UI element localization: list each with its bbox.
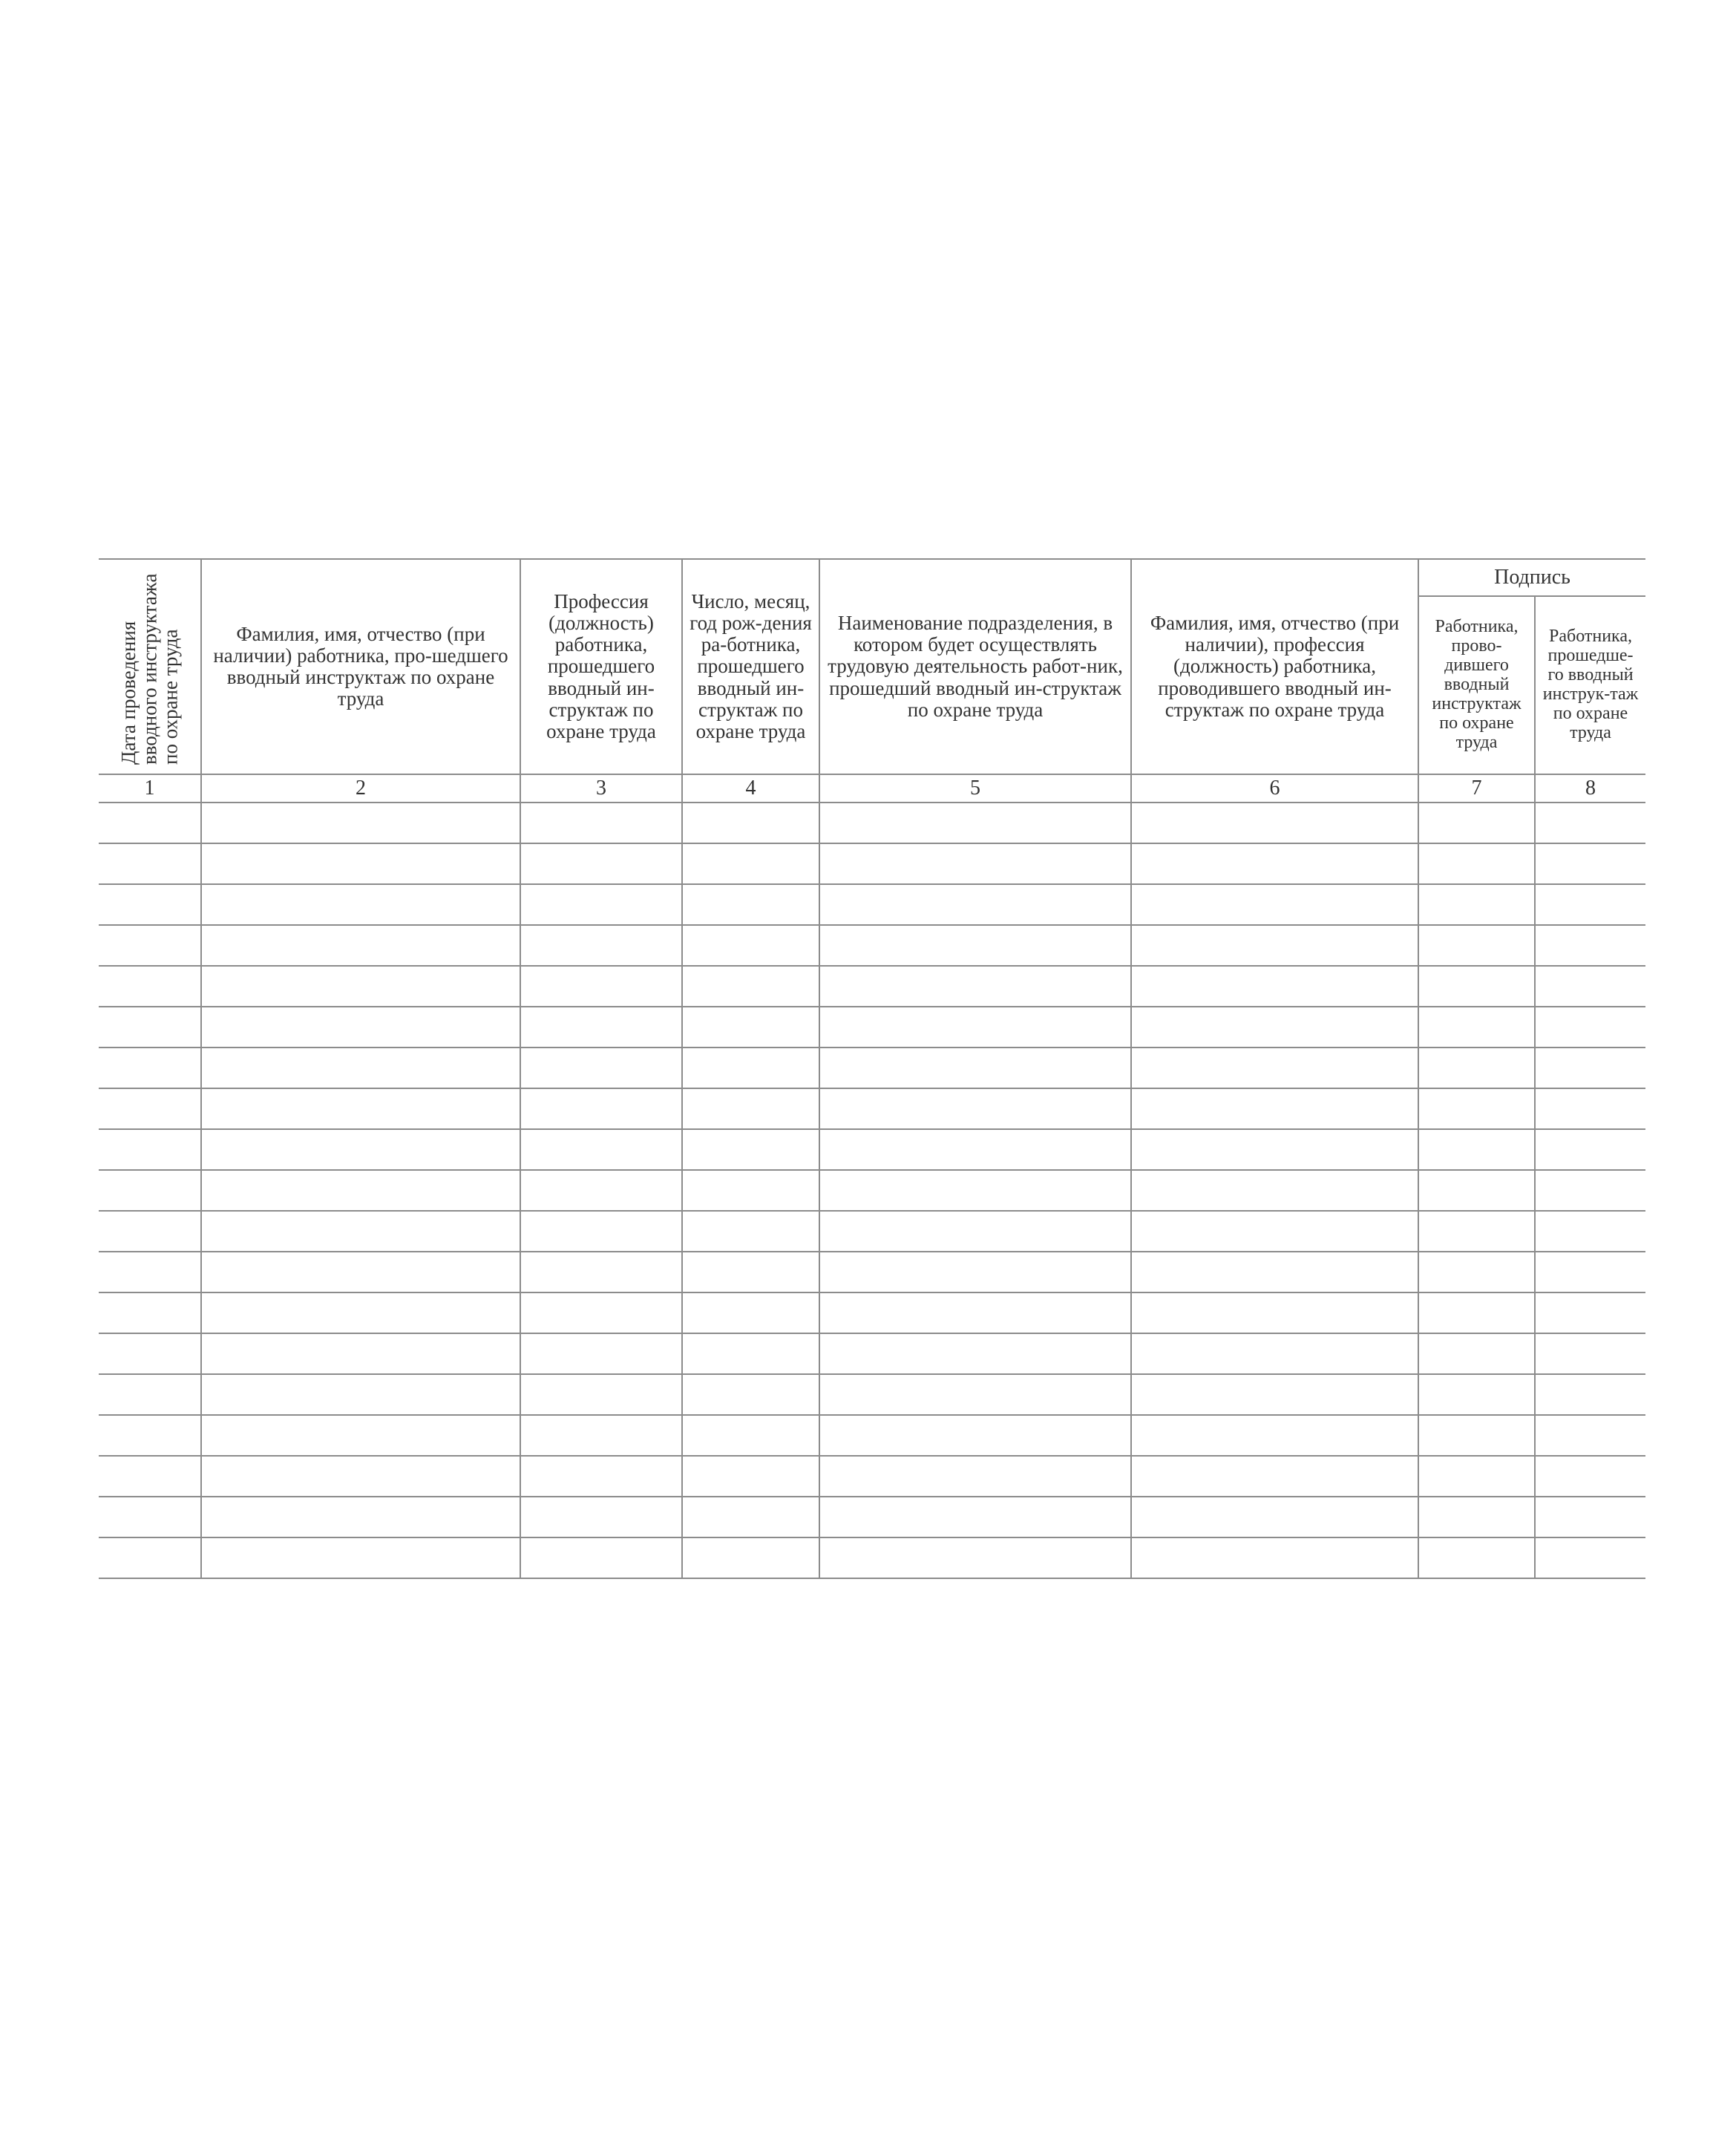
entry-cell[interactable]: [819, 1292, 1131, 1333]
entry-cell[interactable]: [682, 1211, 819, 1252]
entry-cell[interactable]: [1131, 1333, 1418, 1374]
entry-cell[interactable]: [1131, 884, 1418, 925]
column-number: 8: [1535, 774, 1645, 803]
entry-cell[interactable]: [99, 925, 201, 966]
entry-cell[interactable]: [520, 1048, 682, 1088]
column-number: 2: [201, 774, 520, 803]
entry-cell[interactable]: [520, 1129, 682, 1170]
entry-cell[interactable]: [1131, 1048, 1418, 1088]
entry-cell[interactable]: [819, 884, 1131, 925]
header-trainee-name: Фамилия, имя, отчество (при наличии) работника, про-шедшего вводный инструктаж по охране труда: [201, 559, 520, 774]
entry-cell[interactable]: [520, 1211, 682, 1252]
entry-row: [99, 1292, 1645, 1333]
entry-cell[interactable]: [1131, 1252, 1418, 1292]
entry-cell[interactable]: [1131, 1497, 1418, 1537]
entry-cell[interactable]: [682, 1374, 819, 1415]
entry-cell[interactable]: [520, 884, 682, 925]
entry-cell[interactable]: [682, 1292, 819, 1333]
entry-cell[interactable]: [1418, 1088, 1535, 1129]
entry-cell[interactable]: [1131, 843, 1418, 884]
entry-cell[interactable]: [201, 843, 520, 884]
entry-cell[interactable]: [99, 1088, 201, 1129]
entry-cell[interactable]: [201, 1374, 520, 1415]
entry-cell[interactable]: [99, 1415, 201, 1456]
entry-cell[interactable]: [1418, 1537, 1535, 1578]
entry-cell[interactable]: [99, 1374, 201, 1415]
entry-cell[interactable]: [1535, 1007, 1645, 1048]
entry-cell[interactable]: [1131, 1537, 1418, 1578]
entry-cell[interactable]: [99, 1456, 201, 1497]
entry-cell[interactable]: [819, 1497, 1131, 1537]
entry-cell[interactable]: [520, 1456, 682, 1497]
entry-cell[interactable]: [201, 1211, 520, 1252]
header-signature-group: Подпись: [1418, 559, 1645, 596]
entry-cell[interactable]: [1418, 1333, 1535, 1374]
entry-cell[interactable]: [1418, 1170, 1535, 1211]
entry-cell[interactable]: [819, 1537, 1131, 1578]
entry-cell[interactable]: [682, 843, 819, 884]
entry-cell[interactable]: [1418, 1374, 1535, 1415]
entry-row: [99, 1456, 1645, 1497]
entry-cell[interactable]: [520, 1374, 682, 1415]
entry-cell[interactable]: [520, 803, 682, 843]
entry-cell[interactable]: [1131, 1007, 1418, 1048]
entry-cell[interactable]: [819, 1129, 1131, 1170]
entry-cell[interactable]: [1131, 1211, 1418, 1252]
column-number: 7: [1418, 774, 1535, 803]
entry-row: [99, 1415, 1645, 1456]
entry-cell[interactable]: [201, 1170, 520, 1211]
entry-row: [99, 1129, 1645, 1170]
entry-cell[interactable]: [99, 1252, 201, 1292]
entry-cell[interactable]: [99, 1333, 201, 1374]
entry-cell[interactable]: [201, 1497, 520, 1537]
entry-cell[interactable]: [201, 803, 520, 843]
entry-row: [99, 1497, 1645, 1537]
column-number: 5: [819, 774, 1131, 803]
entry-cell[interactable]: [1418, 843, 1535, 884]
entry-cell[interactable]: [1535, 843, 1645, 884]
entry-cell[interactable]: [1418, 1129, 1535, 1170]
entry-cell[interactable]: [1535, 803, 1645, 843]
entry-cell[interactable]: [1131, 966, 1418, 1007]
entry-cell[interactable]: [682, 1088, 819, 1129]
entry-cell[interactable]: [1418, 884, 1535, 925]
entry-cell[interactable]: [682, 1170, 819, 1211]
entry-cell[interactable]: [520, 966, 682, 1007]
entry-cell[interactable]: [1418, 1497, 1535, 1537]
entry-row: [99, 843, 1645, 884]
entry-cell[interactable]: [1131, 925, 1418, 966]
entry-cell[interactable]: [1131, 1129, 1418, 1170]
entry-cell[interactable]: [520, 1415, 682, 1456]
entry-cell[interactable]: [1535, 1497, 1645, 1537]
entry-cell[interactable]: [682, 966, 819, 1007]
entry-row: [99, 1007, 1645, 1048]
entry-cell[interactable]: [99, 966, 201, 1007]
entry-cell[interactable]: [1418, 1456, 1535, 1497]
entry-cell[interactable]: [99, 803, 201, 843]
entry-cell[interactable]: [520, 843, 682, 884]
entry-cell[interactable]: [201, 1129, 520, 1170]
header-row-top: [99, 559, 1645, 596]
entry-cell[interactable]: [1535, 966, 1645, 1007]
entry-cell[interactable]: [1418, 925, 1535, 966]
entry-cell[interactable]: [201, 1333, 520, 1374]
column-number: 4: [682, 774, 819, 803]
entry-row: [99, 1211, 1645, 1252]
entry-cell[interactable]: [819, 803, 1131, 843]
entry-cell[interactable]: [201, 884, 520, 925]
entry-cell[interactable]: [1535, 1048, 1645, 1088]
entry-cell[interactable]: [819, 1048, 1131, 1088]
entry-cell[interactable]: [819, 1007, 1131, 1048]
entry-cell[interactable]: [682, 1048, 819, 1088]
entry-cell[interactable]: [99, 843, 201, 884]
entry-cell[interactable]: [99, 1211, 201, 1252]
entry-cell[interactable]: [520, 925, 682, 966]
entry-row: [99, 966, 1645, 1007]
entry-row: [99, 1170, 1645, 1211]
entry-cell[interactable]: [201, 1007, 520, 1048]
entry-cell[interactable]: [1535, 1088, 1645, 1129]
entry-cell[interactable]: [99, 1048, 201, 1088]
entry-cell[interactable]: [1131, 803, 1418, 843]
entry-row: [99, 1088, 1645, 1129]
entry-cell[interactable]: [201, 1292, 520, 1333]
entry-cell[interactable]: [520, 1333, 682, 1374]
entry-row: [99, 1333, 1645, 1374]
entry-cell[interactable]: [520, 1497, 682, 1537]
entry-cell[interactable]: [201, 1088, 520, 1129]
entry-cell[interactable]: [819, 1456, 1131, 1497]
entry-cell[interactable]: [682, 925, 819, 966]
entry-cell[interactable]: [99, 884, 201, 925]
column-number-row: [99, 774, 1645, 803]
entry-cell[interactable]: [99, 1497, 201, 1537]
entry-cell[interactable]: [1535, 1292, 1645, 1333]
entry-cell[interactable]: [682, 884, 819, 925]
entry-cell[interactable]: [1418, 1252, 1535, 1292]
entry-cell[interactable]: [201, 966, 520, 1007]
entry-cell[interactable]: [201, 1252, 520, 1292]
entry-cell[interactable]: [819, 925, 1131, 966]
entry-cell[interactable]: [682, 1456, 819, 1497]
entry-cell[interactable]: [1131, 1456, 1418, 1497]
entry-cell[interactable]: [1535, 1211, 1645, 1252]
entry-row: [99, 884, 1645, 925]
entry-cell[interactable]: [1418, 1048, 1535, 1088]
entry-cell[interactable]: [1535, 1456, 1645, 1497]
entry-cell[interactable]: [819, 1333, 1131, 1374]
entry-cell[interactable]: [99, 1537, 201, 1578]
entry-row: [99, 1537, 1645, 1578]
entry-cell[interactable]: [99, 1007, 201, 1048]
entry-cell[interactable]: [1535, 1415, 1645, 1456]
entry-cell[interactable]: [99, 1129, 201, 1170]
entry-cell[interactable]: [682, 1537, 819, 1578]
header-trainee-profession: Профессия (должность) работника, прошедшего вводный ин-структаж по охране труда: [520, 559, 682, 774]
entry-cell[interactable]: [1131, 1374, 1418, 1415]
entry-cell[interactable]: [1418, 1007, 1535, 1048]
briefing-log-table: [99, 558, 1645, 1579]
entry-cell[interactable]: [1535, 1333, 1645, 1374]
entry-cell[interactable]: [520, 1537, 682, 1578]
entry-row: [99, 1374, 1645, 1415]
entry-cell[interactable]: [520, 1088, 682, 1129]
entry-cell[interactable]: [1535, 1252, 1645, 1292]
entry-cell[interactable]: [1418, 803, 1535, 843]
entry-cell[interactable]: [1535, 1129, 1645, 1170]
entry-cell[interactable]: [1535, 884, 1645, 925]
entry-cell[interactable]: [520, 1170, 682, 1211]
header-trainee-signature: Работника, прошедше-го вводный инструк-таж по охране труда: [1535, 596, 1645, 774]
entry-cell[interactable]: [819, 1374, 1131, 1415]
entry-cell[interactable]: [682, 1007, 819, 1048]
entry-cell[interactable]: [1131, 1088, 1418, 1129]
entry-cell[interactable]: [1131, 1292, 1418, 1333]
column-number: 1: [99, 774, 201, 803]
entry-cell[interactable]: [1418, 1415, 1535, 1456]
entry-cell[interactable]: [201, 1415, 520, 1456]
entry-cell[interactable]: [819, 1415, 1131, 1456]
entry-cell[interactable]: [99, 1292, 201, 1333]
header-trainee-birthdate: Число, месяц, год рож-дения ра-ботника, прошедшего вводный ин-структаж по охране труда: [682, 559, 819, 774]
entry-cell[interactable]: [682, 1415, 819, 1456]
entry-cell[interactable]: [1535, 1537, 1645, 1578]
header-instructor: Фамилия, имя, отчество (при наличии), профессия (должность) работника, проводившего вводный ин-структаж по охране труда: [1131, 559, 1418, 774]
entry-cell[interactable]: [1418, 966, 1535, 1007]
entry-cell[interactable]: [1418, 1211, 1535, 1252]
header-date: [99, 559, 201, 774]
entry-cell[interactable]: [1535, 1170, 1645, 1211]
entry-cell[interactable]: [819, 1252, 1131, 1292]
entry-cell[interactable]: [819, 1088, 1131, 1129]
entry-cell[interactable]: [201, 1537, 520, 1578]
entry-row: [99, 1048, 1645, 1088]
entry-row: [99, 803, 1645, 843]
entry-cell[interactable]: [1131, 1170, 1418, 1211]
entry-cell[interactable]: [1535, 1374, 1645, 1415]
entry-cell[interactable]: [682, 1333, 819, 1374]
column-number: 6: [1131, 774, 1418, 803]
entry-cell[interactable]: [201, 925, 520, 966]
column-number: 3: [520, 774, 682, 803]
entry-cell[interactable]: [819, 1211, 1131, 1252]
entry-cell[interactable]: [682, 1252, 819, 1292]
entry-cell[interactable]: [1418, 1292, 1535, 1333]
entry-cell[interactable]: [1131, 1415, 1418, 1456]
entry-row: [99, 1252, 1645, 1292]
entry-cell[interactable]: [520, 1007, 682, 1048]
entry-cell[interactable]: [819, 1170, 1131, 1211]
header-date-text: Дата проведения вводного инструктажа по охране труда: [117, 573, 182, 765]
entry-cell[interactable]: [819, 843, 1131, 884]
entry-cell[interactable]: [682, 1129, 819, 1170]
entry-cell[interactable]: [682, 803, 819, 843]
entry-cell[interactable]: [819, 966, 1131, 1007]
entry-cell[interactable]: [520, 1292, 682, 1333]
header-instructor-signature: Работника, прово-дившего вводный инструктаж по охране труда: [1418, 596, 1535, 774]
header-department: Наименование подразделения, в котором будет осуществлять трудовую деятельность работ-ник, прошедший вводный ин-структаж по охране труда: [819, 559, 1131, 774]
entry-row: [99, 925, 1645, 966]
entry-cell[interactable]: [99, 1170, 201, 1211]
entry-cell[interactable]: [520, 1252, 682, 1292]
entry-cell[interactable]: [201, 1048, 520, 1088]
entry-cell[interactable]: [201, 1456, 520, 1497]
entry-cell[interactable]: [682, 1497, 819, 1537]
entry-cell[interactable]: [1535, 925, 1645, 966]
